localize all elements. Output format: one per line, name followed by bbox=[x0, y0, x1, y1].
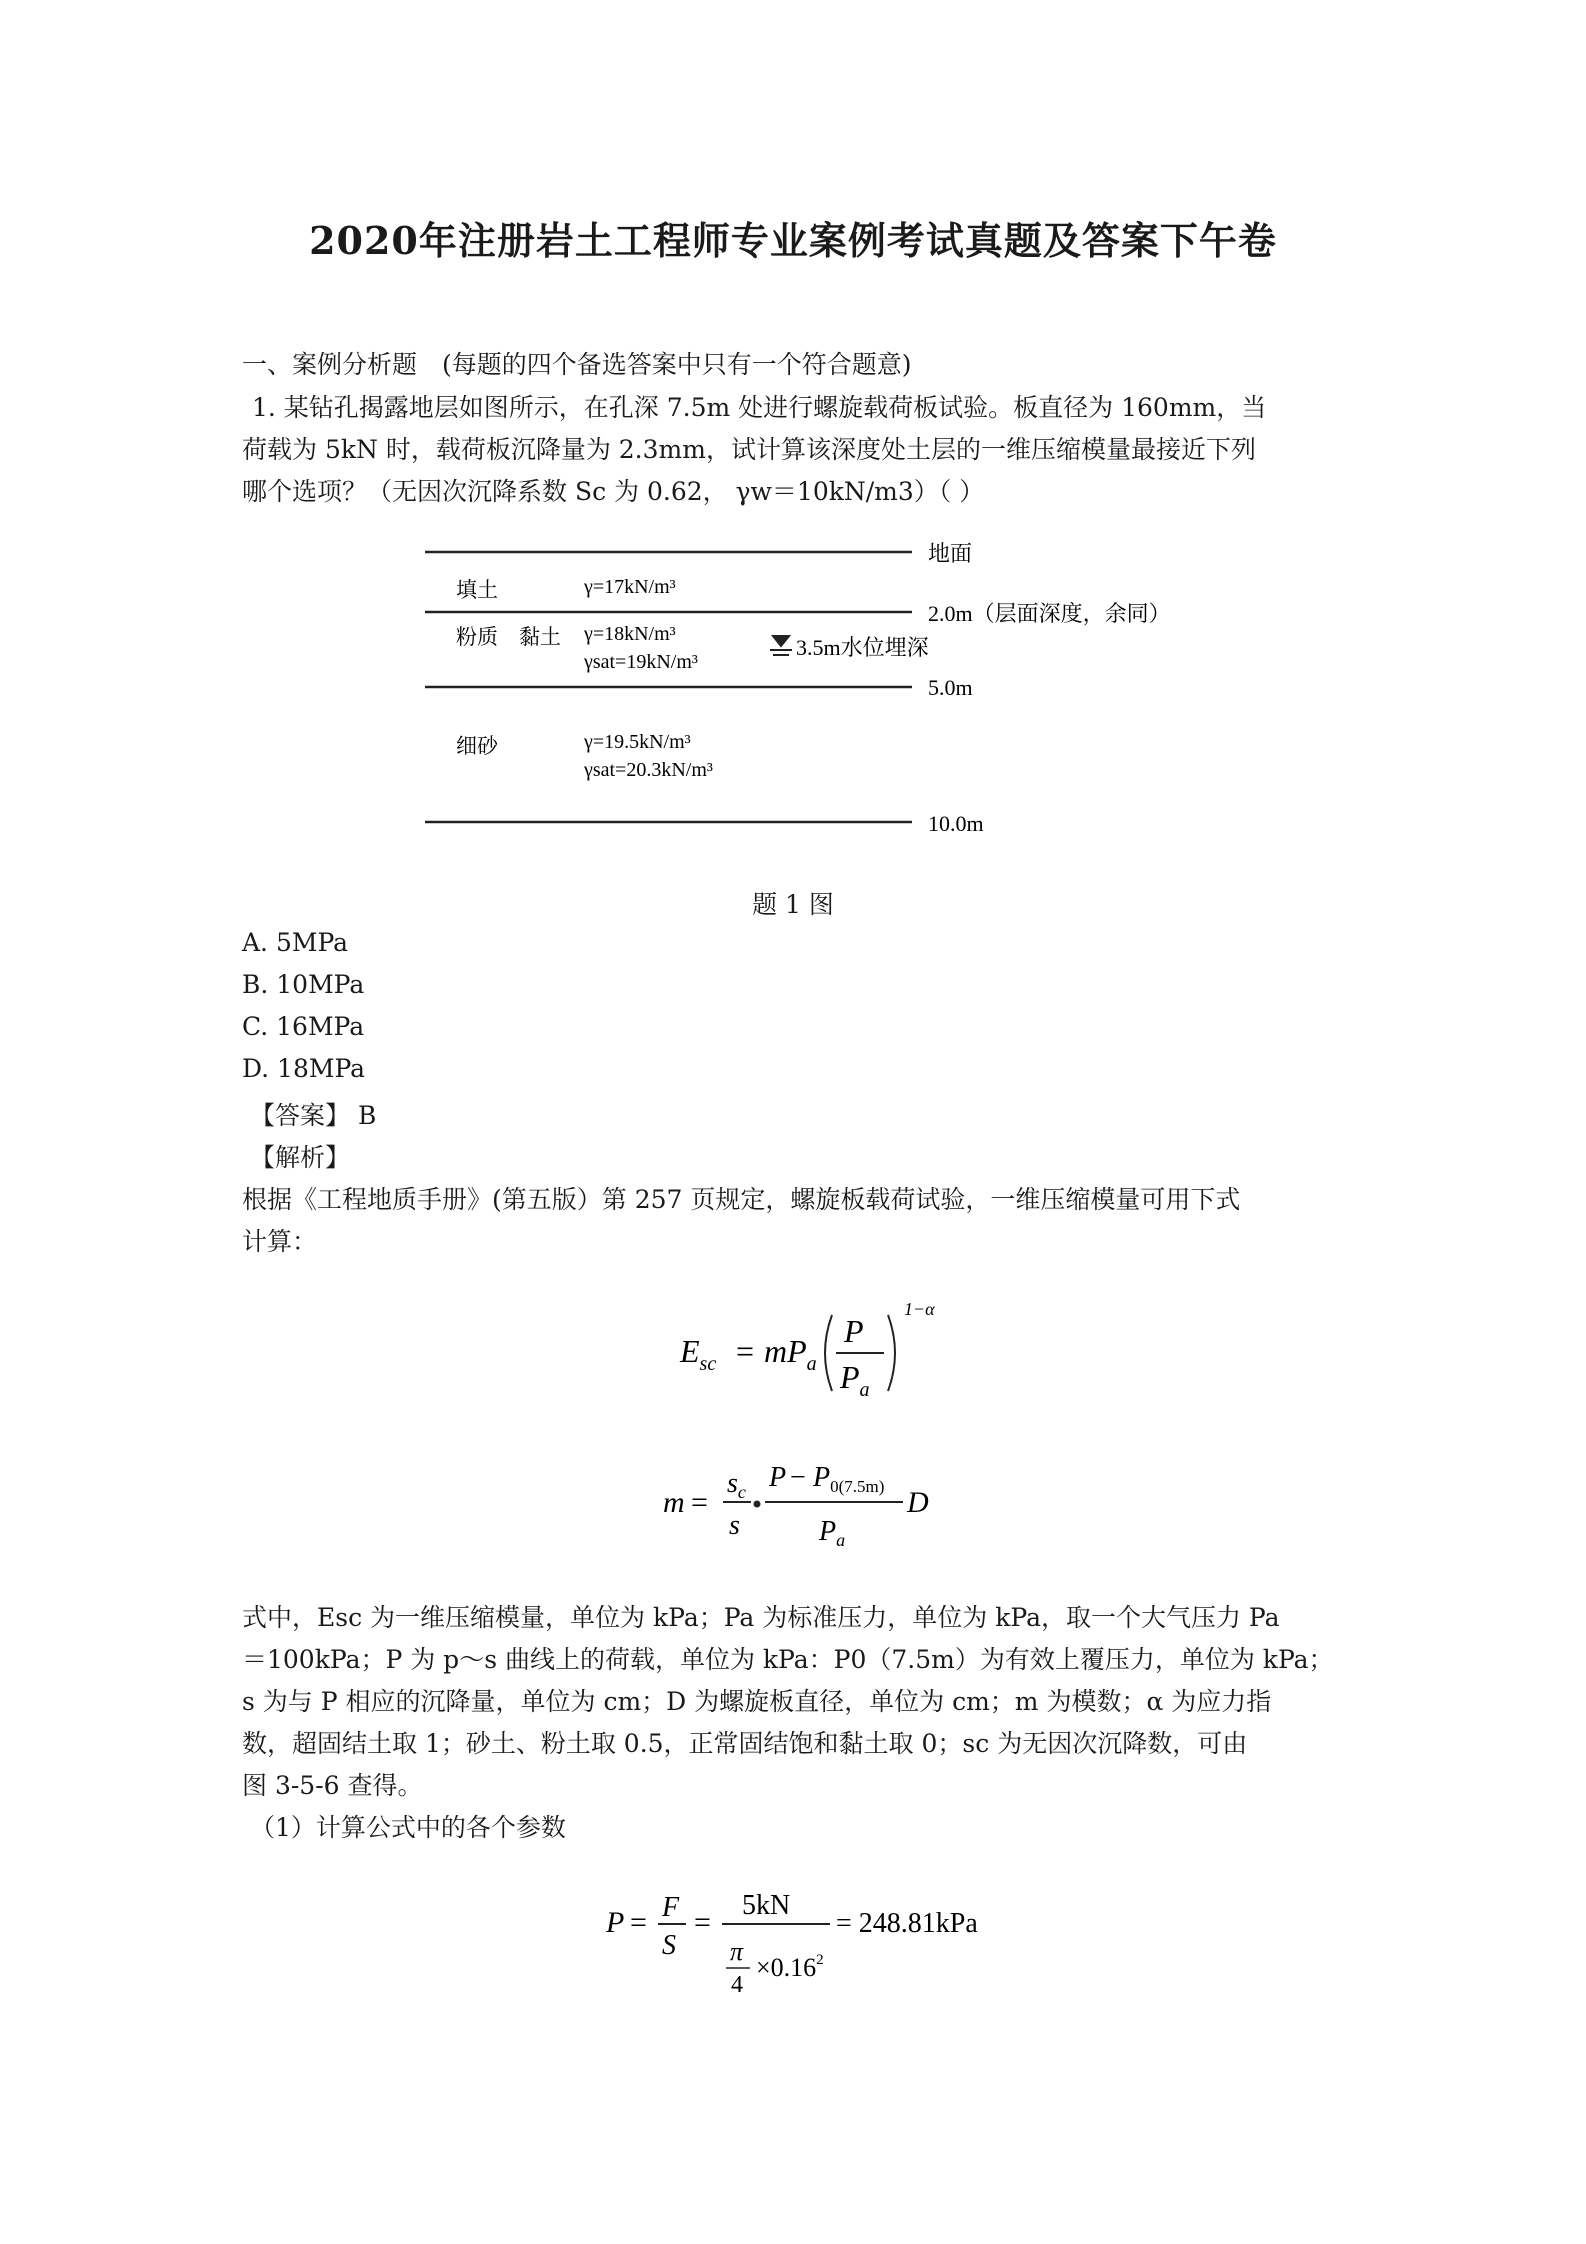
stratigraphy-figure bbox=[400, 530, 1200, 850]
svg-text:D: D bbox=[907, 1486, 929, 1519]
svg-text:=: = bbox=[694, 1906, 711, 1939]
svg-text:mPa: $mP_a$ bbox=[764, 1333, 817, 1375]
svg-text:P: P bbox=[606, 1906, 625, 1939]
layer-fill-gamma: γ=17kN/m³ bbox=[584, 576, 676, 598]
formula-p-result: = 248.81kPa bbox=[836, 1908, 978, 1939]
formula-p-numerator: 5kN bbox=[742, 1890, 791, 1921]
svg-text:P0(7.5m): $P_{0(7.5m)}$ bbox=[813, 1462, 885, 1496]
svg-text:4: 4 bbox=[731, 1972, 743, 1998]
svg-text:Esc: $E_{sc}$ bbox=[680, 1333, 717, 1375]
svg-text:Pa: $P_a$ bbox=[840, 1359, 870, 1401]
explain-line-4: 数，超固结土取 1；砂土、粉土取 0.5，正常固结饱和黏土取 0；sc 为无因次沉降数，可由 bbox=[242, 1729, 1248, 1758]
page-title: 2020年注册岩土工程师专业案例考试真题及答案下午卷 bbox=[309, 218, 1277, 263]
analysis-line-2: 计算： bbox=[242, 1227, 318, 1256]
svg-text:Pa: $P_a$ bbox=[819, 1516, 846, 1550]
formula-p bbox=[600, 1880, 1020, 2010]
svg-text:=: = bbox=[691, 1486, 708, 1519]
layer-clay-gamma: γ=18kN/m³ bbox=[584, 623, 676, 645]
step-1-heading: （1）计算公式中的各个参数 bbox=[250, 1813, 566, 1842]
svg-text:m: m bbox=[663, 1486, 685, 1519]
layer-fill-name: 填土 bbox=[456, 578, 498, 602]
analysis-line-1: 根据《工程地质手册》(第五版）第 257 页规定，螺旋板载荷试验，一维压缩模量可用下式 bbox=[242, 1185, 1241, 1214]
explain-line-1: 式中，Esc 为一维压缩模量，单位为 kPa；Pa 为标准压力，单位为 kPa，取一个大气压力 Pa bbox=[242, 1603, 1280, 1632]
explain-line-3: s 为与 P 相应的沉降量，单位为 cm；D 为螺旋板直径，单位为 cm；m 为模数；α 为应力指 bbox=[242, 1687, 1272, 1716]
question-line-2: 荷载为 5kN 时，载荷板沉降量为 2.3mm，试计算该深度处土层的一维压缩模量最接近下列 bbox=[242, 435, 1256, 464]
option-d: D. 18MPa bbox=[242, 1054, 366, 1083]
svg-text:×0.162: $\times 0.16^2$ bbox=[756, 1952, 824, 1982]
figure-caption: 题 1 图 bbox=[752, 890, 834, 919]
answer: 【答案】 B bbox=[250, 1101, 377, 1130]
svg-text:P: P bbox=[769, 1462, 787, 1493]
label-depth-10m: 10.0m bbox=[928, 811, 984, 836]
question-line-1: 1. 某钻孔揭露地层如图所示，在孔深 7.5m 处进行螺旋载荷板试验。板直径为 160mm，当 bbox=[252, 393, 1267, 422]
explain-line-2: ＝100kPa；P 为 p～s 曲线上的荷载，单位为 kPa：P0（7.5m）为有效上覆压力，单位为 kPa； bbox=[242, 1645, 1334, 1674]
svg-text:1−α: 1−α bbox=[904, 1299, 935, 1319]
option-c: C. 16MPa bbox=[242, 1012, 365, 1041]
svg-text:−: − bbox=[790, 1462, 806, 1493]
formula-m bbox=[655, 1450, 975, 1570]
formula-esc bbox=[660, 1285, 940, 1415]
svg-text:S: S bbox=[662, 1930, 676, 1961]
layer-sand-name: 细砂 bbox=[456, 734, 498, 758]
water-table-icon bbox=[770, 636, 792, 655]
option-a: A. 5MPa bbox=[242, 928, 349, 957]
svg-text:sc: $s_c$ bbox=[727, 1468, 746, 1502]
label-depth-2m: 2.0m（层面深度，余同） bbox=[928, 601, 1171, 626]
label-depth-5m: 5.0m bbox=[928, 675, 973, 700]
option-b: B. 10MPa bbox=[242, 970, 365, 999]
layer-clay-gsat: γsat=19kN/m³ bbox=[584, 651, 698, 673]
svg-text:=: = bbox=[736, 1333, 755, 1369]
layer-sand-gsat: γsat=20.3kN/m³ bbox=[584, 759, 713, 781]
section-heading: 一、案例分析题 (每题的四个备选答案中只有一个符合题意) bbox=[242, 350, 912, 379]
layer-sand-gamma: γ=19.5kN/m³ bbox=[584, 731, 691, 753]
layer-clay-name: 粉质 黏土 bbox=[456, 625, 561, 649]
svg-text:=: = bbox=[630, 1906, 647, 1939]
svg-text:P: P bbox=[844, 1313, 864, 1349]
question-line-3: 哪个选项？（无因次沉降系数 Sc 为 0.62， γw＝10kN/m3）（ ） bbox=[242, 477, 985, 506]
water-table-label: 3.5m水位埋深 bbox=[796, 635, 929, 660]
svg-text:F: F bbox=[662, 1892, 680, 1923]
svg-text:π: π bbox=[730, 1937, 744, 1966]
label-ground: 地面 bbox=[928, 541, 973, 566]
analysis-heading: 【解析】 bbox=[250, 1143, 351, 1172]
explain-line-5: 图 3-5-6 查得。 bbox=[242, 1771, 423, 1800]
svg-text:s: s bbox=[729, 1510, 740, 1541]
